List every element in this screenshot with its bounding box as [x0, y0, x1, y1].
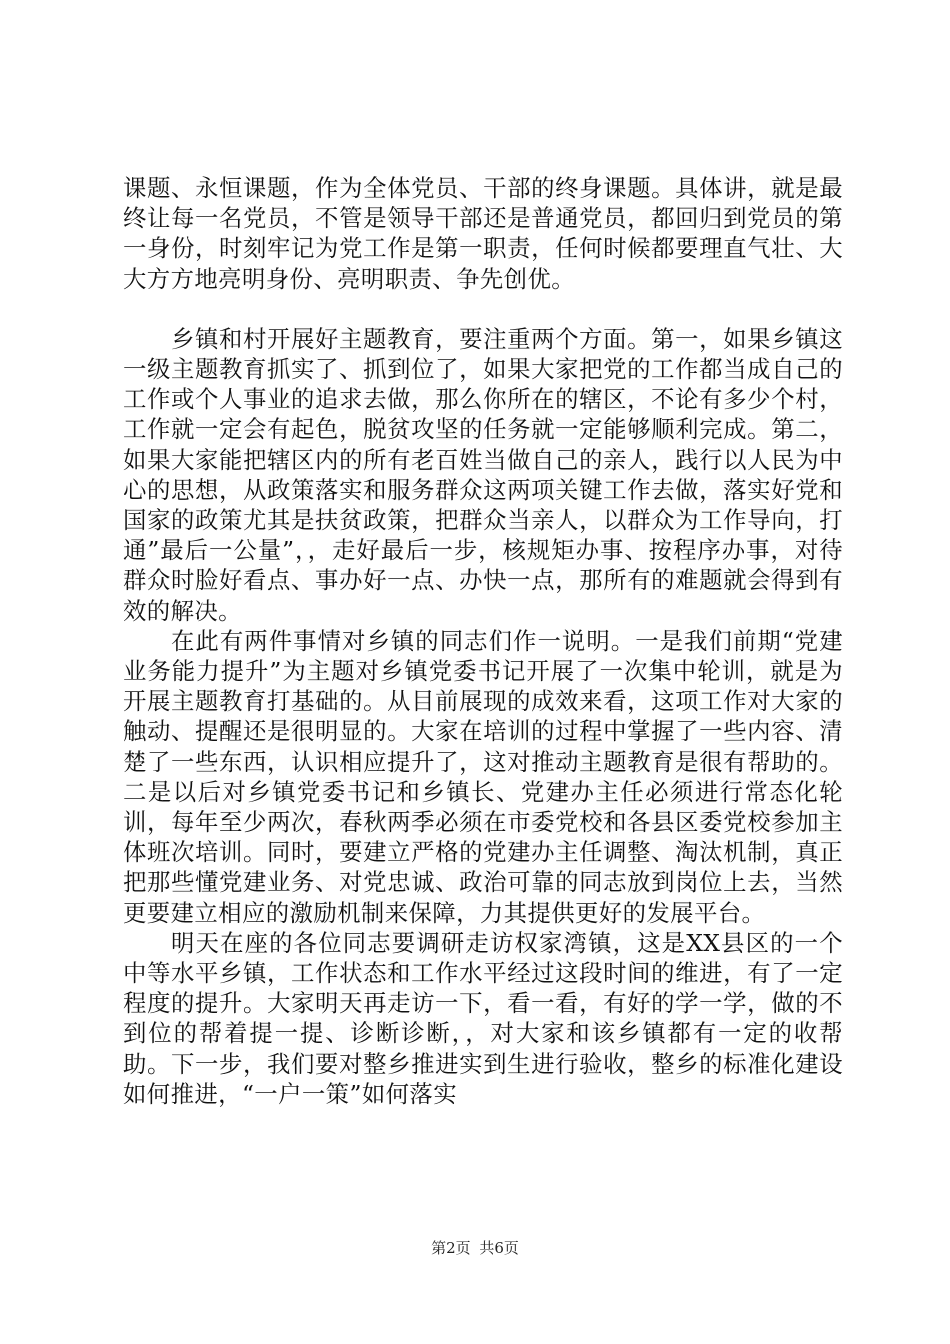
paragraph-2: 乡镇和村开展好主题教育，要注重两个方面。第一，如果乡镇这一级主题教育抓实了、抓到位了，如果大家把党的工作都当成自己的工作或个人事业的追求去做，那么你所在的辖区，不论有多少个村，工作就一定会有起色，脱贫攻坚的任务就一定能够顺利完成。第二，如果大家能把辖区内的所有老百姓当做自己的亲人，践行以人民为中心的思想，从政策落实和服务群众这两项关键工作去做，落实好党和国家的政策尤其是扶贫政策，把群众当亲人，以群众为工作导向，打通”最后一公量”，，走好最后一步，核规矩办事、按程序办事，对待群众时脸好看点、事办好一点、办快一点，那所有的难题就会得到有效的解决。 — [123, 324, 843, 625]
document-body — [123, 173, 843, 1109]
paragraph-3: 在此有两件事情对乡镇的同志们作一说明。一是我们前期“党建业务能力提升”为主题对乡镇党委书记开展了一次集中轮训，就是为开展主题教育打基础的。从目前展现的成效来看，这项工作对大家的触动、提醒还是很明显的。大家在培训的过程中掌握了一些内容、清楚了一些东西，认识相应提升了，这对推动主题教育是很有帮助的。二是以后对乡镇党委书记和乡镇长、党建办主任必须进行常态化轮训，每年至少两次，春秋两季必须在市委党校和各县区委党校参加主体班次培训。同时，要建立严格的党建办主任调整、淘汰机制，真正把那些懂党建业务、对党忠诚、政治可靠的同志放到岗位上去，当然更要建立相应的激励机制来保障，力其提供更好的发展平台。 — [123, 626, 843, 927]
page-number: 第2页 — [431, 1239, 471, 1257]
page-footer — [0, 1238, 950, 1258]
page-total: 共6页 — [479, 1239, 519, 1257]
paragraph-1: 课题、永恒课题，作为全体党员、干部的终身课题。具体讲，就是最终让每一名党员，不管是领导干部还是普通党员，都回归到党员的第一身份，时刻牢记为党工作是第一职责，任何时候都要理直气壮、大大方方地亮明身份、亮明职责、争先创优。 — [123, 174, 843, 293]
paragraph-4: 明天在座的各位同志要调研走访权家湾镇，这是XX县区的一个中等水平乡镇，工作状态和工作水平经过这段时间的维进，有了一定程度的提升。大家明天再走访一下，看一看，有好的学一学，做的不到位的帮着提一提、诊断诊断，，对大家和该乡镇都有一定的收帮助。下一步，我们要对整乡推进实到生进行验收，整乡的标准化建设如何推进，“一户一策”如何落实 — [123, 928, 843, 1108]
